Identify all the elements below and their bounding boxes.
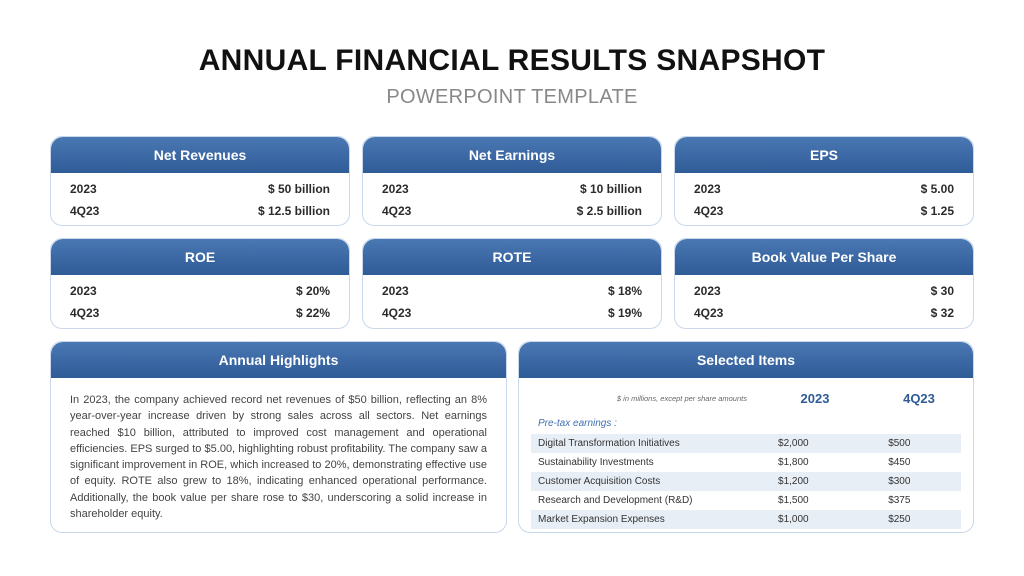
- selected-items-card: [518, 341, 974, 533]
- kpi-row-label: 4Q23: [382, 204, 412, 218]
- row-label: Research and Development (R&D): [538, 495, 693, 506]
- annual-highlights-title: Annual Highlights: [51, 342, 506, 378]
- page-title: ANNUAL FINANCIAL RESULTS SNAPSHOT: [198, 44, 826, 77]
- table-row: [531, 491, 961, 510]
- kpi-card-book-value: [674, 238, 974, 329]
- annual-highlights-card: [50, 341, 507, 533]
- kpi-row: [51, 200, 349, 222]
- kpi-row-label: 2023: [382, 284, 409, 298]
- kpi-row-label: 4Q23: [694, 306, 724, 320]
- row-value-4q23: $375: [888, 495, 911, 506]
- kpi-row: [363, 200, 661, 222]
- kpi-row-value: $ 2.5 billion: [576, 204, 642, 218]
- units-note: $ in millions, except per share amounts: [616, 393, 747, 403]
- table-row: [531, 472, 961, 491]
- kpi-row-value: $ 32: [930, 306, 954, 320]
- row-value-4q23: $250: [888, 514, 911, 525]
- kpi-card-eps: [674, 136, 974, 226]
- row-value-4q23: $450: [888, 457, 911, 468]
- column-header-4q23: 4Q23: [903, 390, 935, 406]
- row-value-4q23: $500: [888, 438, 911, 449]
- row-label: Customer Acquisition Costs: [538, 476, 661, 487]
- kpi-card-title: ROTE: [363, 239, 661, 275]
- table-row: [531, 434, 961, 453]
- kpi-card-roe: [50, 238, 350, 329]
- row-value-4q23: $300: [888, 476, 911, 487]
- kpi-row-label: 4Q23: [694, 204, 724, 218]
- row-value-2023: $1,000: [778, 514, 809, 525]
- row-value-2023: $2,000: [778, 438, 809, 449]
- table-row: [531, 453, 961, 472]
- kpi-card-rote: [362, 238, 662, 329]
- kpi-row-label: 2023: [694, 182, 721, 196]
- row-label: Sustainability Investments: [538, 457, 654, 468]
- kpi-row-label: 2023: [694, 284, 721, 298]
- kpi-row: [51, 302, 349, 324]
- kpi-card-title: Net Revenues: [51, 137, 349, 173]
- selected-items-title: Selected Items: [519, 342, 973, 378]
- kpi-row-value: $ 5.00: [920, 182, 954, 196]
- kpi-row-value: $ 18%: [607, 284, 642, 298]
- kpi-row: [675, 280, 973, 302]
- annual-highlights-text: In 2023, the company achieved record net revenues of $50 billion, reflecting an 8% year-over-year increase driven by strong sales across all sectors. Net earnings reached $10 billion, attributed to improved cost management and operational efficiencies. EPS surged to $5.00, highlighting robust profitability. The company saw a significant improvement in ROE, which increased to 20%, demonstrating effective use of equity. ROTE also grew to 18%, indicating enhanced operational performance. Additionally, the book value per share rose to $30, underscoring a solid increase in shareholder equity.: [70, 394, 487, 521]
- kpi-row: [51, 280, 349, 302]
- column-header-2023: 2023: [800, 390, 830, 406]
- kpi-row: [675, 200, 973, 222]
- kpi-card-title: ROE: [51, 239, 349, 275]
- kpi-row-value: $ 1.25: [920, 204, 954, 218]
- kpi-row: [363, 302, 661, 324]
- kpi-card-title: Book Value Per Share: [675, 239, 973, 275]
- selected-items-header-row: [519, 378, 973, 414]
- row-value-2023: $1,800: [778, 457, 809, 468]
- kpi-row-label: 4Q23: [70, 306, 100, 320]
- kpi-row: [675, 302, 973, 324]
- kpi-row-value: $ 19%: [607, 306, 642, 320]
- row-label: Market Expansion Expenses: [538, 514, 665, 525]
- row-value-2023: $1,200: [778, 476, 809, 487]
- kpi-row-value: $ 22%: [295, 306, 330, 320]
- kpi-row-label: 2023: [382, 182, 409, 196]
- kpi-row-label: 4Q23: [70, 204, 100, 218]
- kpi-row: [363, 178, 661, 200]
- kpi-card-net-revenues: [50, 136, 350, 226]
- kpi-row-value: $ 12.5 billion: [257, 204, 330, 218]
- kpi-row-label: 2023: [70, 284, 97, 298]
- kpi-row-value: $ 30: [930, 284, 954, 298]
- kpi-card-net-earnings: [362, 136, 662, 226]
- kpi-row: [51, 178, 349, 200]
- page-subtitle: POWERPOINT TEMPLATE: [386, 86, 638, 108]
- selected-items-table: [531, 434, 961, 529]
- table-row: [531, 510, 961, 529]
- row-value-2023: $1,500: [778, 495, 809, 506]
- kpi-row-value: $ 50 billion: [267, 182, 330, 196]
- kpi-row: [675, 178, 973, 200]
- kpi-row: [363, 280, 661, 302]
- kpi-row-label: 2023: [70, 182, 97, 196]
- section-label: Pre-tax earnings :: [538, 418, 617, 429]
- kpi-row-value: $ 10 billion: [579, 182, 642, 196]
- kpi-row-label: 4Q23: [382, 306, 412, 320]
- kpi-row-value: $ 20%: [295, 284, 330, 298]
- kpi-card-title: EPS: [675, 137, 973, 173]
- kpi-card-title: Net Earnings: [363, 137, 661, 173]
- row-label: Digital Transformation Initiatives: [538, 438, 680, 449]
